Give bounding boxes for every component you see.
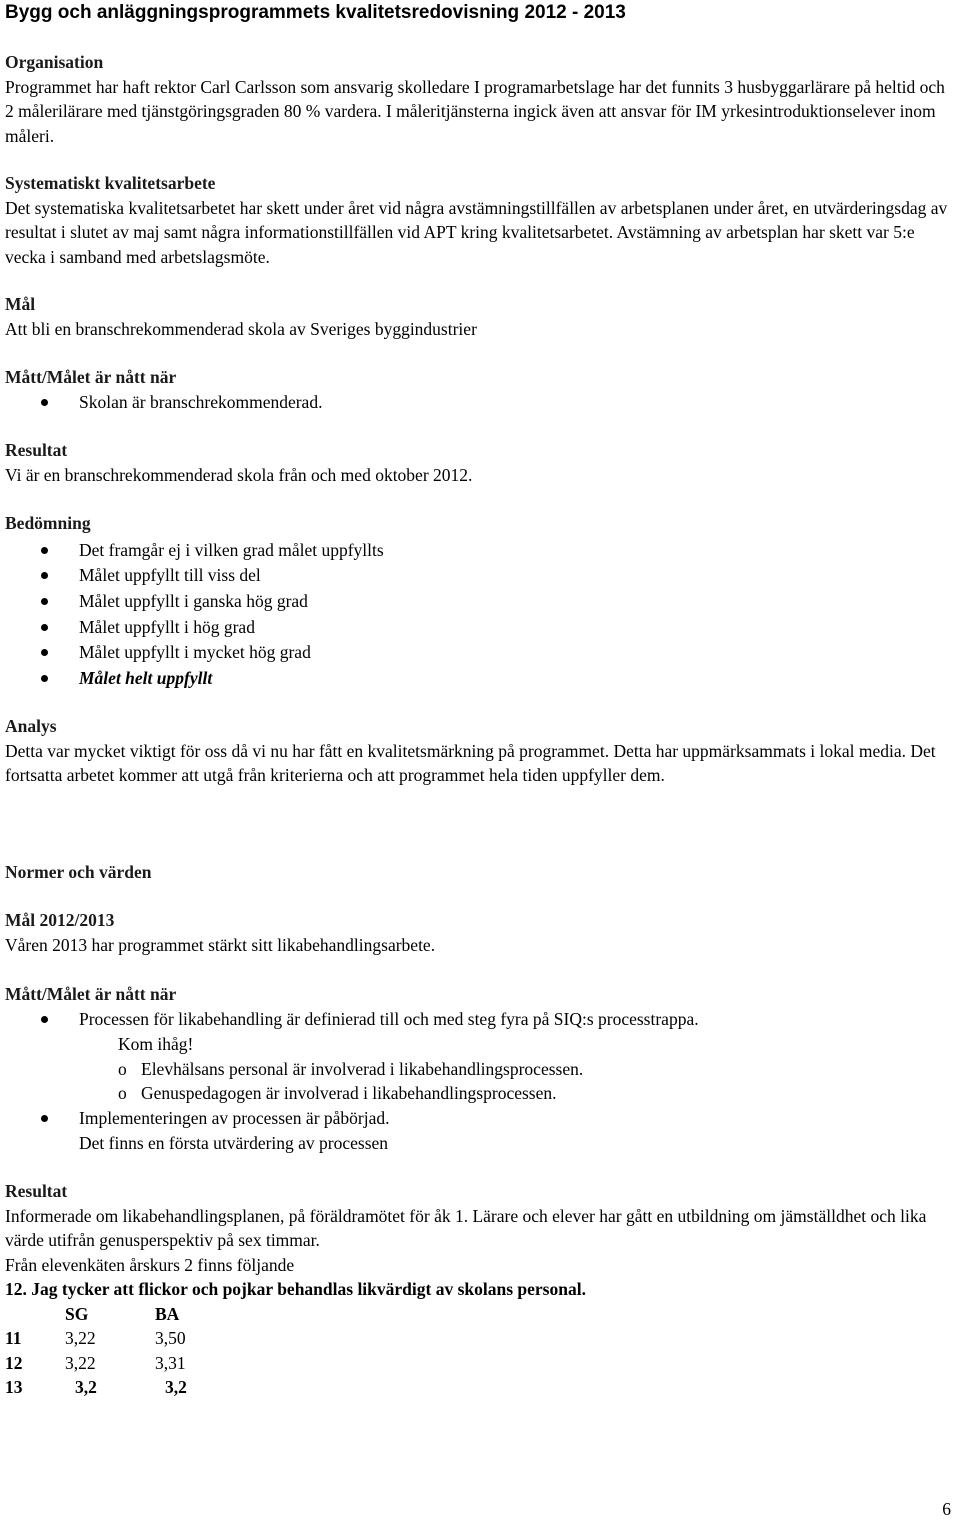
circle-bullet-icon: o	[118, 1083, 127, 1104]
column-header-ba: BA	[155, 1303, 180, 1324]
result1-text: Vi är en branschrekommenderad skola från och med oktober 2012.	[5, 464, 473, 485]
measure2-list	[5, 1007, 950, 1033]
table-row	[5, 1326, 215, 1351]
bullet-icon	[41, 572, 48, 579]
list-item: Målet uppfyllt till viss del	[5, 563, 950, 589]
result2-heading: Resultat	[5, 1181, 68, 1201]
list-item: Målet uppfyllt i hög grad	[5, 615, 950, 641]
page-number: 6	[942, 1499, 951, 1519]
column-header-sg: SG	[65, 1303, 89, 1324]
list-item: Processen för likabehandling är definierad till och med steg fyra på SIQ:s processtrappa.	[5, 1007, 950, 1033]
organisation-text: Programmet har haft rektor Carl Carlsson som ansvarig skolledare I programarbetslage har det funnits 3 husbyggarlärare på heltid och 2 målerilärare med tjänstgöringsgraden 80 % vardera. I måleritjänsterna ingick även att ansvar för IM yrkesintroduktionselever inom måleri.	[5, 76, 945, 146]
goal-text: Att bli en branschrekommenderad skola av Sveriges byggindustrier	[5, 318, 477, 339]
list-item-continuation: Det finns en första utvärdering av processen	[79, 1133, 389, 1154]
bullet-icon	[41, 675, 48, 682]
bullet-icon	[41, 624, 48, 631]
goal-heading: Mål	[5, 294, 36, 314]
list-item: Det framgår ej i vilken grad målet uppfyllts	[5, 538, 950, 564]
analysis-heading: Analys	[5, 716, 57, 736]
goal2-section	[5, 908, 950, 957]
cell-ba: 3,2	[165, 1377, 187, 1397]
survey-intro: Från elevenkäten årskurs 2 finns följande	[5, 1254, 295, 1275]
survey-question: 12. Jag tycker att flickor och pojkar behandlas likvärdigt av skolans personal.	[5, 1279, 586, 1299]
assessment-heading: Bedömning	[5, 513, 91, 533]
row-label: 13	[5, 1377, 23, 1397]
measure2-heading: Mått/Målet är nått när	[5, 984, 177, 1004]
analysis-text: Detta var mycket viktigt för oss då vi nu har fått en kvalitetsmärkning på programmet. Detta har uppmärksammats i lokal media. Det fortsatta arbetet kommer att utgå från kriterierna och att programmet hela tiden uppfyller dem.	[5, 740, 936, 785]
table-corner-cell	[5, 1302, 65, 1327]
organisation-section	[5, 50, 950, 148]
circle-bullet-icon: o	[118, 1058, 127, 1079]
list-item: Implementeringen av processen är påbörjad.	[5, 1106, 950, 1132]
bullet-icon	[41, 598, 48, 605]
organisation-heading: Organisation	[5, 52, 104, 72]
list-item: Målet uppfyllt i mycket hög grad	[5, 640, 950, 666]
table-header-row	[5, 1302, 215, 1327]
norms-heading: Normer och värden	[5, 862, 152, 882]
row-label: 12	[5, 1352, 23, 1373]
bullet-icon	[41, 399, 48, 406]
document-title: Bygg och anläggningsprogrammets kvalitetsredovisning 2012 - 2013	[5, 2, 626, 23]
measure2-section	[5, 982, 950, 1156]
row-label: 11	[5, 1328, 22, 1348]
list-item: Målet uppfyllt i ganska hög grad	[5, 589, 950, 615]
table-row	[5, 1351, 215, 1376]
goal2-heading: Mål 2012/2013	[5, 910, 115, 930]
list-item: Skolan är branschrekommenderad.	[5, 390, 950, 416]
result2-section	[5, 1179, 950, 1400]
cell-sg: 3,2	[75, 1377, 97, 1397]
norms-section	[5, 860, 950, 885]
measure1-section	[5, 365, 950, 415]
goal2-text: Våren 2013 har programmet stärkt sitt likabehandlingsarbete.	[5, 934, 436, 955]
measure1-heading: Mått/Målet är nått när	[5, 367, 177, 387]
assessment-section	[5, 511, 950, 692]
sub-list-item: o Genuspedagogen är involverad i likabehandlingsprocessen.	[5, 1081, 950, 1106]
bullet-icon	[41, 1016, 48, 1023]
cell-ba: 3,31	[155, 1352, 186, 1373]
measure1-list	[5, 390, 950, 416]
list-item-selected: Målet helt uppfyllt	[5, 666, 950, 692]
assessment-list	[5, 538, 950, 692]
analysis-section	[5, 714, 950, 788]
cell-sg: 3,22	[65, 1352, 96, 1373]
result1-heading: Resultat	[5, 440, 68, 460]
measure2-list-2	[5, 1106, 950, 1132]
systematic-text: Det systematiska kvalitetsarbetet har skett under året vid några avstämningstillfällen av arbetsplanen under året, en utvärderingsdag av resultat i slutet av maj samt några informationstillfällen vid APT kring kvalitetsarbetet. Avstämning av arbetsplan har skett var 5:e vecka i samband med arbetslagsmöte.	[5, 197, 948, 267]
bullet-icon	[41, 649, 48, 656]
systematic-section	[5, 171, 950, 269]
sub-list-item: o Elevhälsans personal är involverad i likabehandlingsprocessen.	[5, 1057, 950, 1082]
systematic-heading: Systematiskt kvalitetsarbete	[5, 173, 216, 193]
cell-ba: 3,50	[155, 1328, 186, 1348]
cell-sg: 3,22	[65, 1328, 96, 1348]
bullet-icon	[41, 547, 48, 554]
reminder-note: Kom ihåg!	[118, 1034, 194, 1055]
result1-section	[5, 438, 950, 487]
bullet-icon	[41, 1115, 48, 1122]
result2-text: Informerade om likabehandlingsplanen, på föräldramötet för åk 1. Lärare och elever har gått en utbildning om jämställdhet och lika värde utifrån genusperspektiv på sex timmar.	[5, 1205, 927, 1250]
goal-section	[5, 292, 950, 341]
table-row	[5, 1375, 215, 1400]
survey-results-table	[5, 1302, 215, 1400]
